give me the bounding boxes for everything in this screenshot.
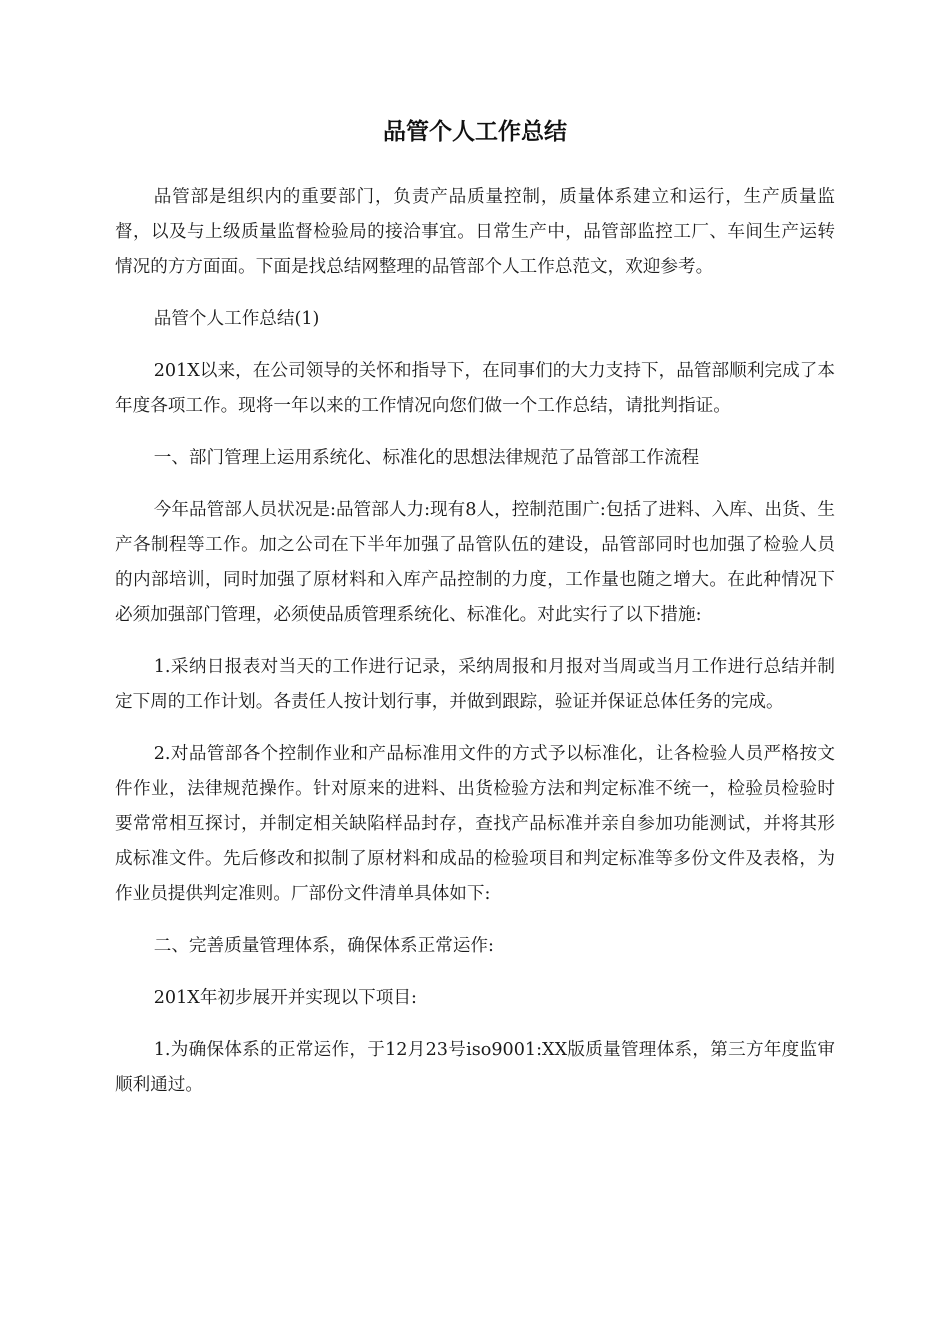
document-title: 品管个人工作总结: [383, 118, 567, 145]
section-heading: 二、完善质量管理体系，确保体系正常运作:: [153, 936, 494, 956]
list-item: 2.对品管部各个控制作业和产品标准用文件的方式予以标准化，让各检验人员严格按文件作业，法律规范操作。针对原来的进料、出货检验方法和判定标准不统一，检验员检验时要常常相互探讨，并制定相关缺陷样品封存，查找产品标准并亲自参加功能测试，并将其形成标准文件。先后修改和拟制了原材料和成品的检验项目和判定标准等多份文件及表格，为作业员提供判定准则。厂部份文件清单具体如下:: [115, 744, 835, 904]
list-item: 1.采纳日报表对当天的工作进行记录，采纳周报和月报对当周或当月工作进行总结并制定下周的工作计划。各责任人按计划行事，并做到跟踪，验证并保证总体任务的完成。: [115, 657, 835, 712]
paragraph: 201X以来，在公司领导的关怀和指导下，在同事们的大力支持下，品管部顺利完成了本年度各项工作。现将一年以来的工作情况向您们做一个工作总结，请批判指证。: [115, 361, 835, 416]
paragraph: 201X年初步展开并实现以下项目:: [153, 988, 417, 1008]
section-heading: 一、部门管理上运用系统化、标准化的思想法律规范了品管部工作流程: [153, 448, 700, 468]
document-body: [115, 180, 835, 1120]
list-item: 1.为确保体系的正常运作，于12月23号iso9001:XX版质量管理体系，第三方年度监审顺利通过。: [115, 1040, 835, 1095]
section-heading: 品管个人工作总结(1): [153, 309, 320, 329]
intro-paragraph: 品管部是组织内的重要部门，负责产品质量控制，质量体系建立和运行，生产质量监督，以及与上级质量监督检验局的接洽事宜。日常生产中，品管部监控工厂、车间生产运转情况的方方面面。下面是找总结网整理的品管部个人工作总范文，欢迎参考。: [115, 187, 835, 277]
paragraph: 今年品管部人员状况是:品管部人力:现有8人，控制范围广:包括了进料、入库、出货、生产各制程等工作。加之公司在下半年加强了品管队伍的建设，品管部同时也加强了检验人员的内部培训，同时加强了原材料和入库产品控制的力度，工作量也随之增大。在此种情况下必须加强部门管理，必须使品质管理系统化、标准化。对此实行了以下措施:: [115, 500, 835, 625]
